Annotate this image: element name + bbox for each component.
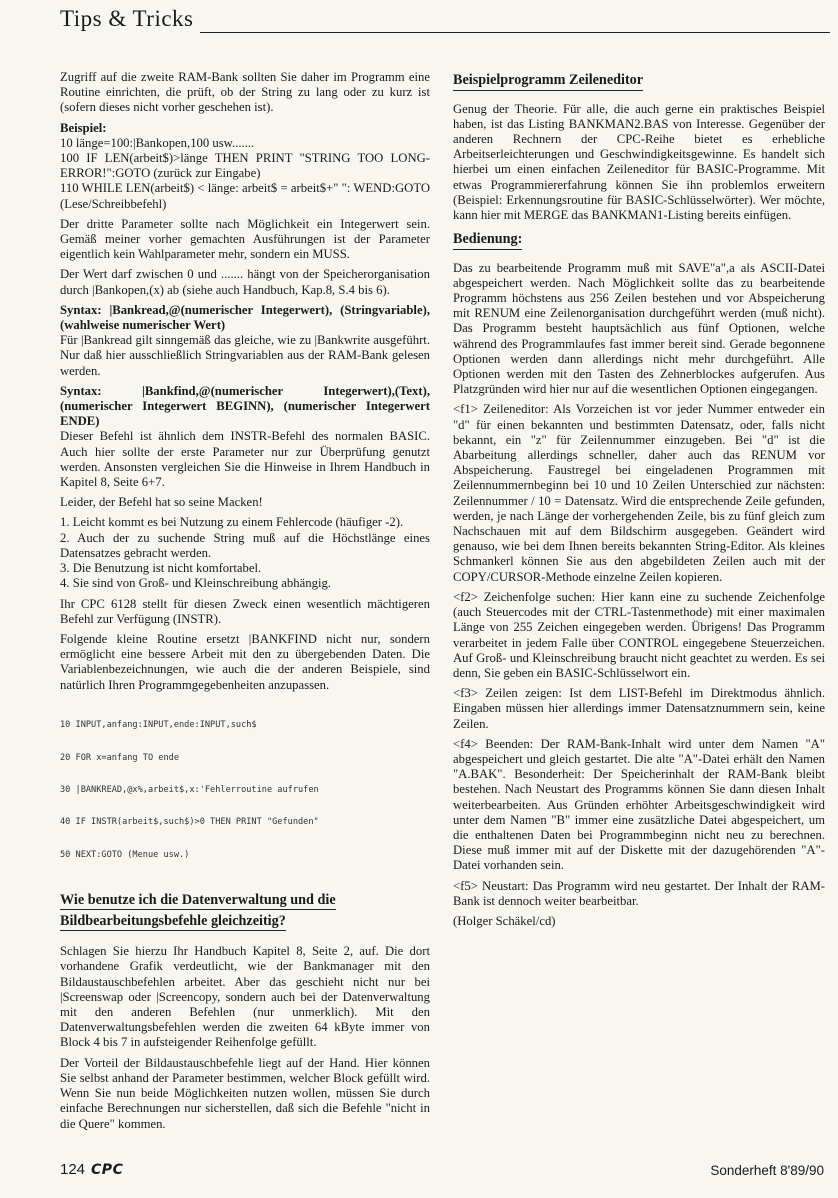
bankread-paragraph: Für |Bankread gilt sinngemäß das gleiche, wie zu |Bankwrite ausgeführt. Nur daß hier ausschließlich Stringvariablen aus der RAM-Bank gelesen werden. <box>60 333 430 378</box>
code-line: 50 NEXT:GOTO (Menue usw.) <box>60 849 190 860</box>
example-label: Beispiel: <box>60 120 107 135</box>
cpc6128-paragraph: Ihr CPC 6128 stellt für diesen Zweck einen wesentlich mächtigeren Befehl zur Verfügung (INSTR). <box>60 596 430 626</box>
example-line: 10 länge=100:|Bankopen,100 usw....... <box>60 135 255 150</box>
code-line: 10 INPUT,anfang:INPUT,ende:INPUT,such$ <box>60 720 257 731</box>
syntax-bankfind: Syntax: |Bankfind,@(numerischer Integerwert),(Text), (numerischer Integerwert BEGINN), (numerischer Integerwert ENDE) <box>60 383 430 429</box>
section-title: Tips & Tricks <box>60 6 194 31</box>
code-line: 30 |BANKREAD,@x%,arbeit$,x:'Fehlerroutine aufrufen <box>60 785 319 796</box>
f2-paragraph: <f2> Zeichenfolge suchen: Hier kann eine zu suchende Zeichenfolge (auch Steuercodes mit der CTRL-Tastenmethode) mit einer maximalen Länge von 255 Zeichen eingegeben werden. Übrigens! Das Programm verarbeitet in jedem Falle über CONTROL eingegebene Steuerzeichen. Auf Groß- und Kleinschreibung braucht nicht geachtet zu werden. Es sei denn, Sie geben ein BASIC-Schlüsselwort ein. <box>453 589 825 680</box>
code-listing <box>60 699 430 883</box>
third-parameter-paragraph: Der dritte Parameter sollte nach Möglichkeit ein Integerwert sein. Gemäß meiner vorher gemachten Ausführungen ist der Parameter eigentlich kein Wahlparameter mehr, sondern ein MUSS. <box>60 216 430 262</box>
vorteil-paragraph: Der Vorteil der Bildaustauschbefehle liegt auf der Hand. Hier können Sie selbst anhand der Parameter bestimmen, welcher Block gefüllt wird. Wenn Sie nun beide Möglichkeiten nutzen wollen, müssen Sie durch einfache Berechnungen nur sicherstellen, daß sich die Befehle "nicht in die Quere" kommen. <box>60 1055 430 1131</box>
macken-paragraph: Leider, der Befehl hat so seine Macken! <box>60 495 263 510</box>
f4-paragraph: <f4> Beenden: Der RAM-Bank-Inhalt wird unter dem Namen "A" abgespeichert und gleich gestartet. Die alte "A"-Datei erhält den Namen "A.BAK". Besonderheit: Der Speicherinhalt der RAM-Bank bleibt bestehen. Nach Neustart des Programms können Sie dann diesen Inhalt weiterbearbeiten. Aus Gründen erhöhter Arbeitsgeschwindigkeit wird unter dem Namen "B" immer eine zusätzliche Datei abgespeichert, um die enthaltenen Daten bei Programmbeginn nicht neu zu berechnen. Diese muß immer mit auf der Diskette mit der dazugehörenden "A"-Datei vorhanden sein. <box>453 736 825 873</box>
section-heading-datenverwaltung <box>60 890 430 932</box>
heading-line: Wie benutze ich die Datenverwaltung und die <box>60 892 336 909</box>
example-line: 110 WHILE LEN(arbeit$) < länge: arbeit$ = arbeit$+" ": WEND:GOTO (Lese/Schreibbefehl) <box>60 181 430 211</box>
list-item: 1. Leicht kommt es bei Nutzung zu einem Fehlercode (häufiger -2). <box>60 515 404 530</box>
issue-label: Sonderheft 8'89/90 <box>710 1163 824 1178</box>
page-header <box>60 6 830 36</box>
example-line: 100 IF LEN(arbeit$)>länge THEN PRINT "STRING TOO LONG-ERROR!":GOTO (zurück zur Eingabe) <box>60 151 430 181</box>
page-number: 124 <box>60 1161 86 1178</box>
page-footer-left <box>60 1161 123 1178</box>
section-heading-zeileneditor <box>453 72 825 90</box>
heading-line: Bildbearbeitungsbefehle gleichzeitig? <box>60 913 286 930</box>
routine-paragraph: Folgende kleine Routine ersetzt |BANKFIND nicht nur, sondern ermöglicht eine bessere Arbeit mit den zu übergebenden Daten. Die Variablenbezeichnungen, wie auch die der anderen Beispiele, sind natürlich Ihren Programmgegebenheiten anzupassen. <box>60 631 430 692</box>
cpc-logo: CPC <box>91 1162 124 1178</box>
right-column <box>453 70 825 934</box>
list-item: 4. Sie sind von Groß- und Kleinschreibung abhängig. <box>60 576 331 591</box>
code-line: 40 IF INSTR(arbeit$,such$)>0 THEN PRINT "Gefunden" <box>60 817 319 828</box>
bankfind-paragraph: Dieser Befehl ist ähnlich dem INSTR-Befehl des normalen BASIC. Auch hier sollte der erste Parameter nur zur Überprüfung genutzt werden. Ansonsten vergleichen Sie die Hinweise in Ihrem Handbuch in Kapitel 8, Seite 6+7. <box>60 429 430 490</box>
author-signature: (Holger Schäkel/cd) <box>453 913 556 928</box>
list-item: 3. Die Benutzung ist nicht komfortabel. <box>60 561 262 576</box>
syntax-bankread: Syntax: |Bankread,@(numerischer Integerwert), (Stringvariable),(wahlweise numerischer Wert) <box>60 302 430 333</box>
f1-paragraph: <f1> Zeileneditor: Als Vorzeichen ist vor jeder Nummer entweder ein "d" für einen bekannten und bestimmten Datensatz, oder, falls nicht bekannt, ein "z" für Zeilennummer einzugeben. Bei "d" ist die Abarbeitung allerdings schneller, daher auch das RENUM vor Abspeicherung. Faustregel bei eingeladenen Programmen mit Zeilennummernbeginn bei 10 und 10 Zeilen Unterschied zur nächsten: Zeilennummer / 10 = Datensatz. Wird die entsprechende Zeile gefunden, werden, je nach Länge der vorhergehenden Zeile, bis zu fünf gleich zum Nachschauen mit auf dem Bildschirm ausgegeben. Geändert wird genauso, wie bei dem Ihnen bereits bekannten String-Editor. Als kleines Schmankerl können Sie aus den abgebildeten Zeilen auch mit der COPY/CURSOR-Methode einzelne Zeilen kopieren. <box>453 402 825 584</box>
header-rule <box>200 32 830 33</box>
code-line: 20 FOR x=anfang TO ende <box>60 752 179 763</box>
intro-paragraph: Zugriff auf die zweite RAM-Bank sollten Sie daher im Programm eine Routine einrichten, die prüft, ob der String zu lang oder zu kurz ist (sofern dieses nicht vorher geschehen ist). <box>60 70 430 115</box>
list-item: 2. Auch der zu suchende String muß auf die Höchstlänge eines Datensatzes gebracht werden. <box>60 530 430 560</box>
section-heading-bedienung <box>453 231 825 249</box>
bedienung-paragraph: Das zu bearbeitende Programm muß mit SAVE"a",a als ASCII-Datei abgespeichert werden. Nach Möglichkeit sollte das zu bearbeitende Programm höchstens aus 256 Zeilen bestehen und vor Abspeicherung mit RENUM eine Zeilenorganisation durchgeführt werden (muß nicht). Das Programm besteht hauptsächlich aus fünf Optionen, welche während des Programmlaufes fast immer bereit sind. Gerade begonnene Optionen werden dann allerdings nicht mehr durchgeführt. Alle Optionen werden mit den Tasten des Zehnerblockes aufgerufen. Aus Platzgründen wird hier nur auf die wesentlichen Optionen eingegangen. <box>453 260 825 397</box>
heading-text: Beispielprogramm Zeileneditor <box>453 72 643 91</box>
f3-paragraph: <f3> Zeilen zeigen: Ist dem LIST-Befehl im Direktmodus ähnlich. Eingaben müssen hier allerdings immer Datensatznummern sein, keine Zeilen. <box>453 686 825 731</box>
handbuch-paragraph: Schlagen Sie hierzu Ihr Handbuch Kapitel 8, Seite 2, auf. Die dort vorhandene Grafik verdeutlicht, wie der Bankmanager mit den Bildaustauschbefehlen arbeitet. Aber das geschieht nicht nur bei |Screenswap oder |Screencopy, sondern auch bei der Datenverwaltung mit den anderen Befehlen (nur unmerklich). Mit den Datenverwaltungsbefehlen werden die zweiten 64 kByte immer von Block 4 bis 7 in aufsteigender Reihenfolge gefüllt. <box>60 944 430 1050</box>
value-range-paragraph: Der Wert darf zwischen 0 und ....... hängt von der Speicherorganisation durch |Bankopen,(x) ab (siehe auch Handbuch, Kap.8, S.4 bis 6). <box>60 267 430 297</box>
genug-paragraph: Genug der Theorie. Für alle, die auch gerne ein praktisches Beispiel haben, ist das Listing BANKMAN2.BAS von Interesse. Gegenüber der anderen Rechnern der CPC-Reihe bietet es erhebliche Arbeitserleichterungen und Geschwindigkeitsgewinne. Es handelt sich hierbei um einen einfachen Zeileneditor für BASIC-Programme. Mit etwas Programmiererfahrung können Sie ihn problemlos erweitern (Beispiel: Erkennungsroutine für BASIC-Schlüsselwörter). Wer möchte, kann hier mit MERGE das BANKMAN1-Listing bereits einfügen. <box>453 101 825 222</box>
heading-text: Bedienung: <box>453 231 522 250</box>
left-column <box>60 70 430 1137</box>
f5-paragraph: <f5> Neustart: Das Programm wird neu gestartet. Der Inhalt der RAM-Bank ist dennoch weiter bearbeitbar. <box>453 878 825 908</box>
